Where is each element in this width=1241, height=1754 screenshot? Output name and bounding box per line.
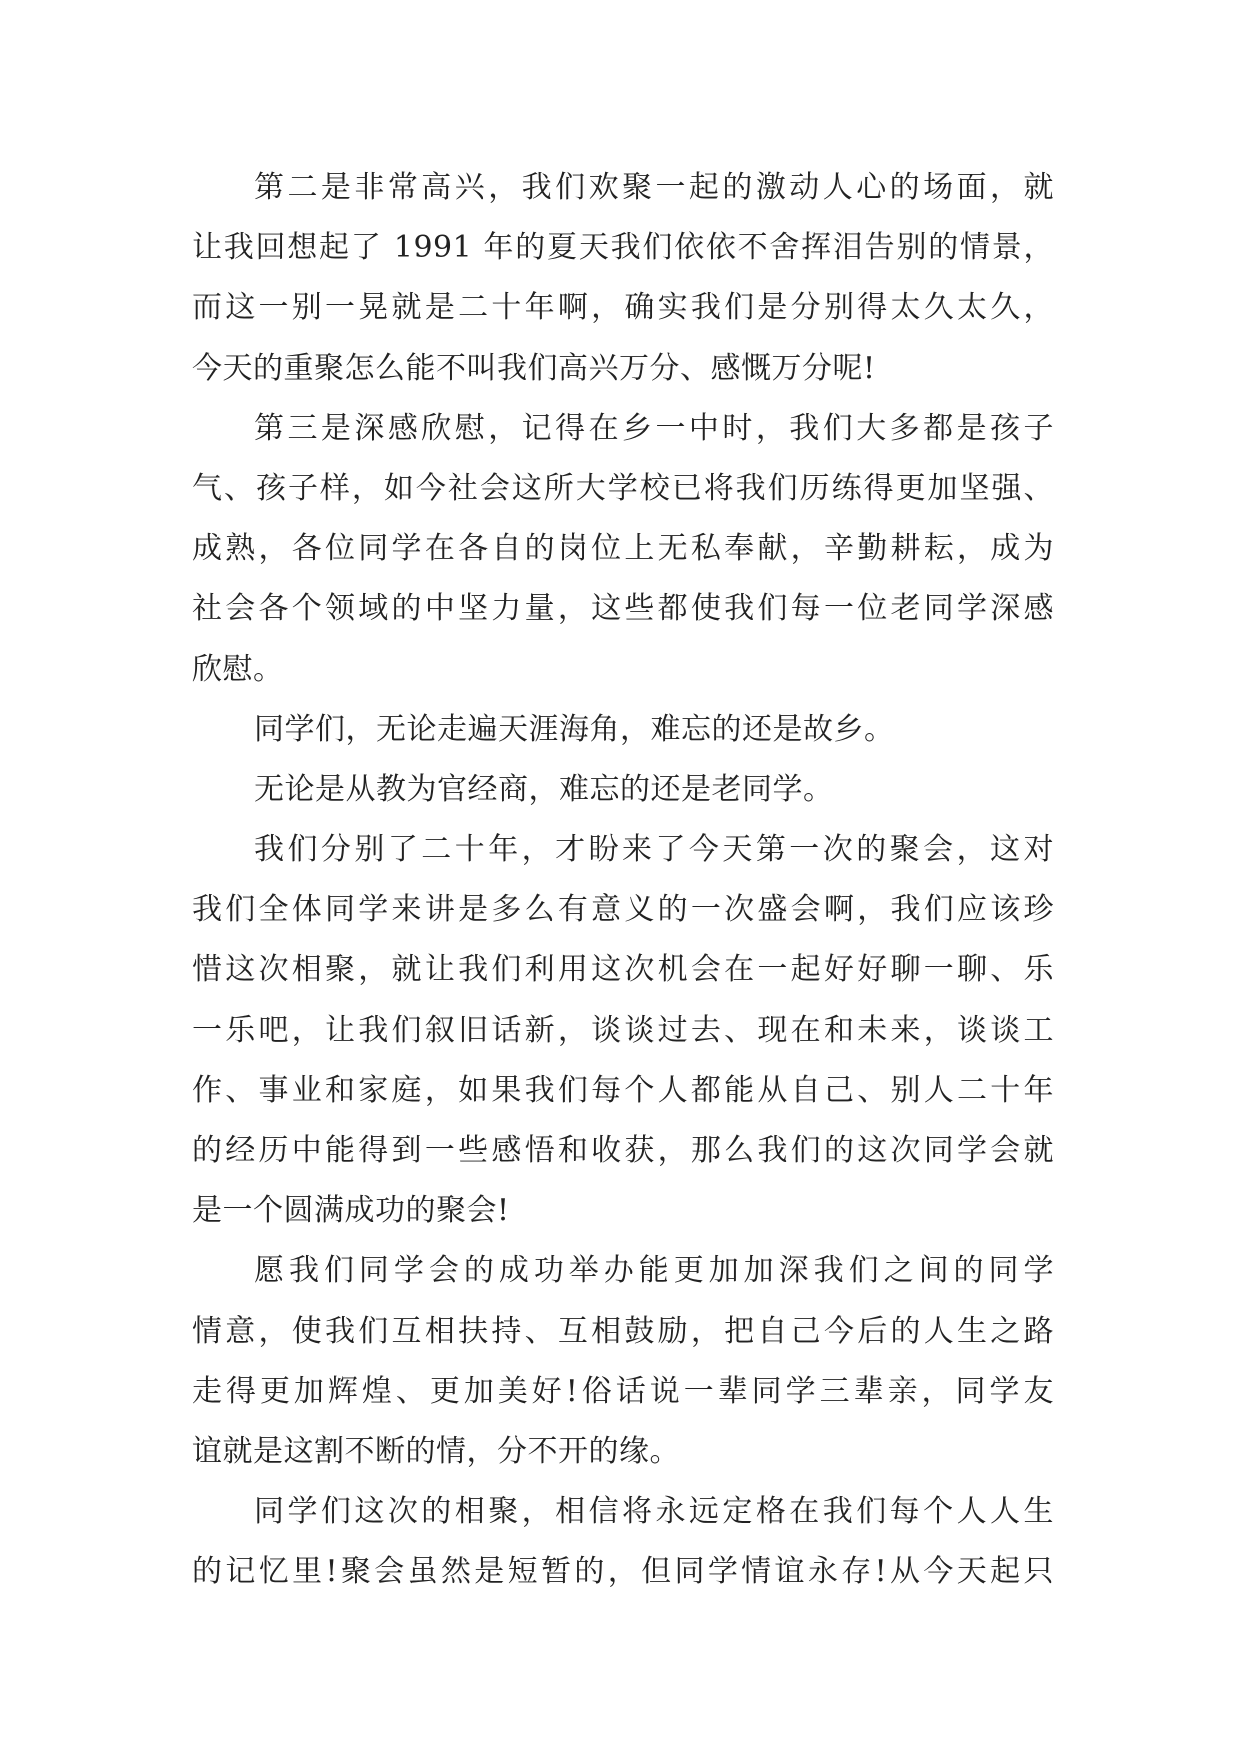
paragraph-line: 走得更加辉煌、更加美好!俗话说一辈同学三辈亲，同学友: [192, 1373, 1054, 1409]
paragraph-line: 欣慰。: [192, 651, 284, 687]
paragraph-line: 惜这次相聚，就让我们利用这次机会在一起好好聊一聊、乐: [192, 952, 1054, 988]
paragraph-line: 作、事业和家庭，如果我们每个人都能从自己、别人二十年: [192, 1072, 1054, 1108]
paragraph-line: 愿我们同学会的成功举办能更加加深我们之间的同学: [254, 1253, 1054, 1289]
paragraph-line: 社会各个领域的中坚力量，这些都使我们每一位老同学深感: [192, 591, 1054, 627]
paragraph-line: 第二是非常高兴，我们欢聚一起的激动人心的场面，就: [254, 170, 1054, 205]
paragraph-line: 我们全体同学来讲是多么有意义的一次盛会啊，我们应该珍: [192, 892, 1054, 928]
paragraph-line: 我们分别了二十年，才盼来了今天第一次的聚会，这对: [254, 832, 1054, 868]
paragraph-line: 是一个圆满成功的聚会!: [192, 1193, 510, 1229]
paragraph-line: 无论是从教为官经商，难忘的还是老同学。: [254, 771, 834, 807]
paragraph-line: 的经历中能得到一些感悟和收获，那么我们的这次同学会就: [192, 1133, 1054, 1168]
paragraph-line: 的记忆里!聚会虽然是短暂的，但同学情谊永存!从今天起只: [192, 1554, 1054, 1590]
paragraph-line: 气、孩子样，如今社会这所大学校已将我们历练得更加坚强、: [192, 470, 1054, 506]
paragraph-line: 谊就是这割不断的情，分不开的缘。: [192, 1433, 680, 1469]
paragraph-line: 同学们，无论走遍天涯海角，难忘的还是故乡。: [254, 711, 895, 747]
paragraph-line: 第三是深感欣慰，记得在乡一中时，我们大多都是孩子: [254, 410, 1054, 446]
paragraph-line: 情意，使我们互相扶持、互相鼓励，把自己今后的人生之路: [192, 1313, 1054, 1349]
document-body: [192, 158, 1054, 1603]
paragraph-line: 成熟，各位同学在各自的岗位上无私奉献，辛勤耕耘，成为: [192, 531, 1054, 567]
paragraph-line: 同学们这次的相聚，相信将永远定格在我们每个人人生: [254, 1494, 1054, 1530]
paragraph-line: 而这一别一晃就是二十年啊，确实我们是分别得太久太久，: [192, 290, 1054, 326]
paragraph-line: 让我回想起了 1991 年的夏天我们依依不舍挥泪告别的情景，: [192, 230, 1054, 266]
paragraph-line: 一乐吧，让我们叙旧话新，谈谈过去、现在和未来，谈谈工: [192, 1012, 1054, 1048]
paragraph-line: 今天的重聚怎么能不叫我们高兴万分、感慨万分呢!: [192, 350, 876, 386]
